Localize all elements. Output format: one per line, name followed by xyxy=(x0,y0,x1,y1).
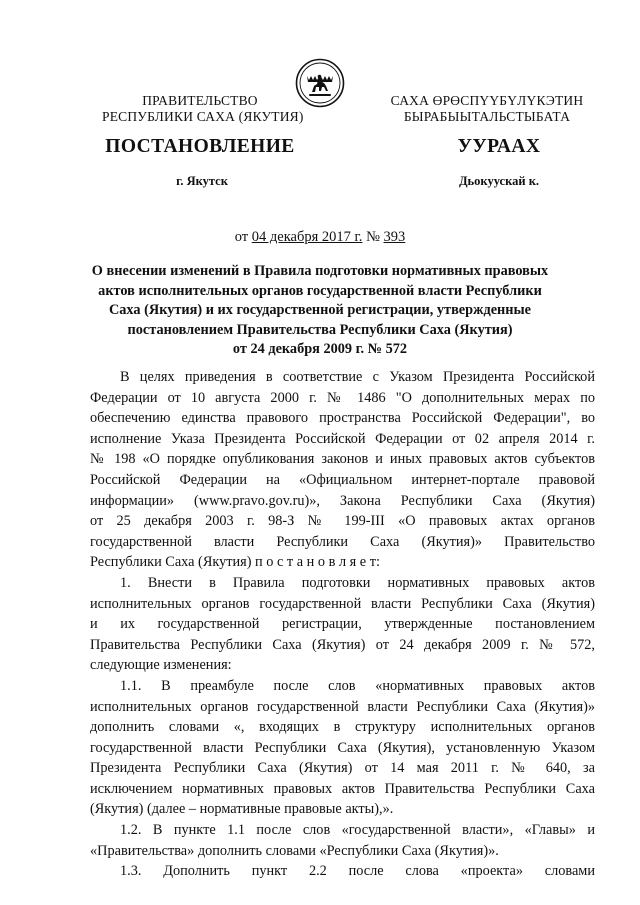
city-yakut: Дьокуускай к. xyxy=(458,174,540,188)
body-line: Правительства Республики Саха (Якутия) от 24 декабря 2009 г. № 572, xyxy=(90,636,595,653)
header-right-line2: БЫРАБЫЫТАЛЬСТЫБАТА xyxy=(403,109,571,124)
date-prefix: от xyxy=(234,229,252,245)
subject-line: Саха (Якутия) и их государственной регистрации, утвержденные xyxy=(108,302,532,318)
decree-number: 393 xyxy=(383,229,406,245)
header-left-line2: РЕСПУБЛИКИ САХА (ЯКУТИЯ) xyxy=(102,109,304,124)
decree-body xyxy=(90,367,595,882)
body-line: следующие изменения: xyxy=(90,657,232,674)
header-right-line1: САХА ӨРӨСПҮҮБҮЛҮКЭТИН xyxy=(390,93,584,108)
decree-subject xyxy=(70,262,570,360)
body-line: 1.2. В пункте 1.1 после слов «государственной власти», «Главы» и xyxy=(120,822,595,839)
decree-date: 04 декабря 2017 г. xyxy=(251,229,363,245)
body-line: исключением нормативных правовых актов Правительства Республики Саха xyxy=(90,780,595,797)
body-line: обеспечению единства правового пространства Российской Федерации", во xyxy=(90,410,595,427)
body-line: 1.1. В преамбуле после слов «нормативных правовых актов xyxy=(120,677,595,694)
body-line: «Правительства» дополнить словами «Республики Саха (Якутия)». xyxy=(90,842,499,859)
subject-line: от 24 декабря 2009 г. № 572 xyxy=(232,341,408,357)
body-line: дополнить словами «, входящих в структуру исполнительных органов xyxy=(90,719,595,736)
subject-line: О внесении изменений в Правила подготовки нормативных правовых xyxy=(91,263,549,279)
decree-date-number xyxy=(0,229,640,246)
body-line: В целях приведения в соответствие с Указом Президента Российской xyxy=(120,369,595,385)
body-line: от 25 декабря 2003 г. 98-З № 199-III «О правовых актах органов xyxy=(90,513,595,530)
government-name-russian xyxy=(102,93,304,125)
body-line: Республики Саха (Якутия) п о с т а н о в л я е т: xyxy=(90,554,380,571)
body-line: и их государственной регистрации, утвержденные постановлением xyxy=(90,616,595,633)
subject-line: актов исполнительных органов государственной власти Республики xyxy=(98,282,542,299)
body-line: Федерации от 10 августа 2000 г. № 1486 "О дополнительных мерах по xyxy=(90,389,595,406)
city-russian: г. Якутск xyxy=(176,174,228,188)
coat-of-arms-emblem xyxy=(295,58,345,108)
body-line: исполнение Указа Президента Российской Федерации от 02 апреля 2014 г. xyxy=(90,430,595,447)
body-line: 1. Внести в Правила подготовки нормативных правовых актов xyxy=(120,574,595,591)
body-line: Президента Республики Саха (Якутия) от 14 мая 2011 г. № 640, за xyxy=(90,760,595,777)
document-type-yakut: УУРААХ xyxy=(457,136,541,157)
number-sign: № xyxy=(362,229,384,245)
body-line: 1.3. Дополнить пункт 2.2 после слова «проекта» словами xyxy=(120,863,595,880)
body-line: исполнительных органов государственной власти Республики Саха (Якутия) xyxy=(90,595,595,612)
body-line: (Якутия) (далее – нормативные правовые акты),». xyxy=(90,801,394,818)
body-line: государственной власти Республики Саха (Якутия)» Правительство xyxy=(90,533,595,550)
body-line: Российской Федерации на «Официальном интернет-портале правовой xyxy=(90,471,595,488)
body-line: исполнительных органов государственной власти Республики Саха (Якутия)» xyxy=(90,698,595,715)
subject-line: постановлением Правительства Республики Саха (Якутия) xyxy=(127,321,513,338)
government-name-yakut xyxy=(372,93,602,125)
document-type-russian: ПОСТАНОВЛЕНИЕ xyxy=(105,136,295,157)
header-left-line1: ПРАВИТЕЛЬСТВО xyxy=(142,93,258,108)
body-line: информации» (www.pravo.gov.ru)», Закона Республики Саха (Якутия) xyxy=(90,492,595,509)
body-line: № 198 «О порядке опубликования законов и иных правовых актов субъектов xyxy=(90,451,595,468)
body-line: государственной власти Республики Саха (Якутия), установленную Указом xyxy=(90,739,595,756)
